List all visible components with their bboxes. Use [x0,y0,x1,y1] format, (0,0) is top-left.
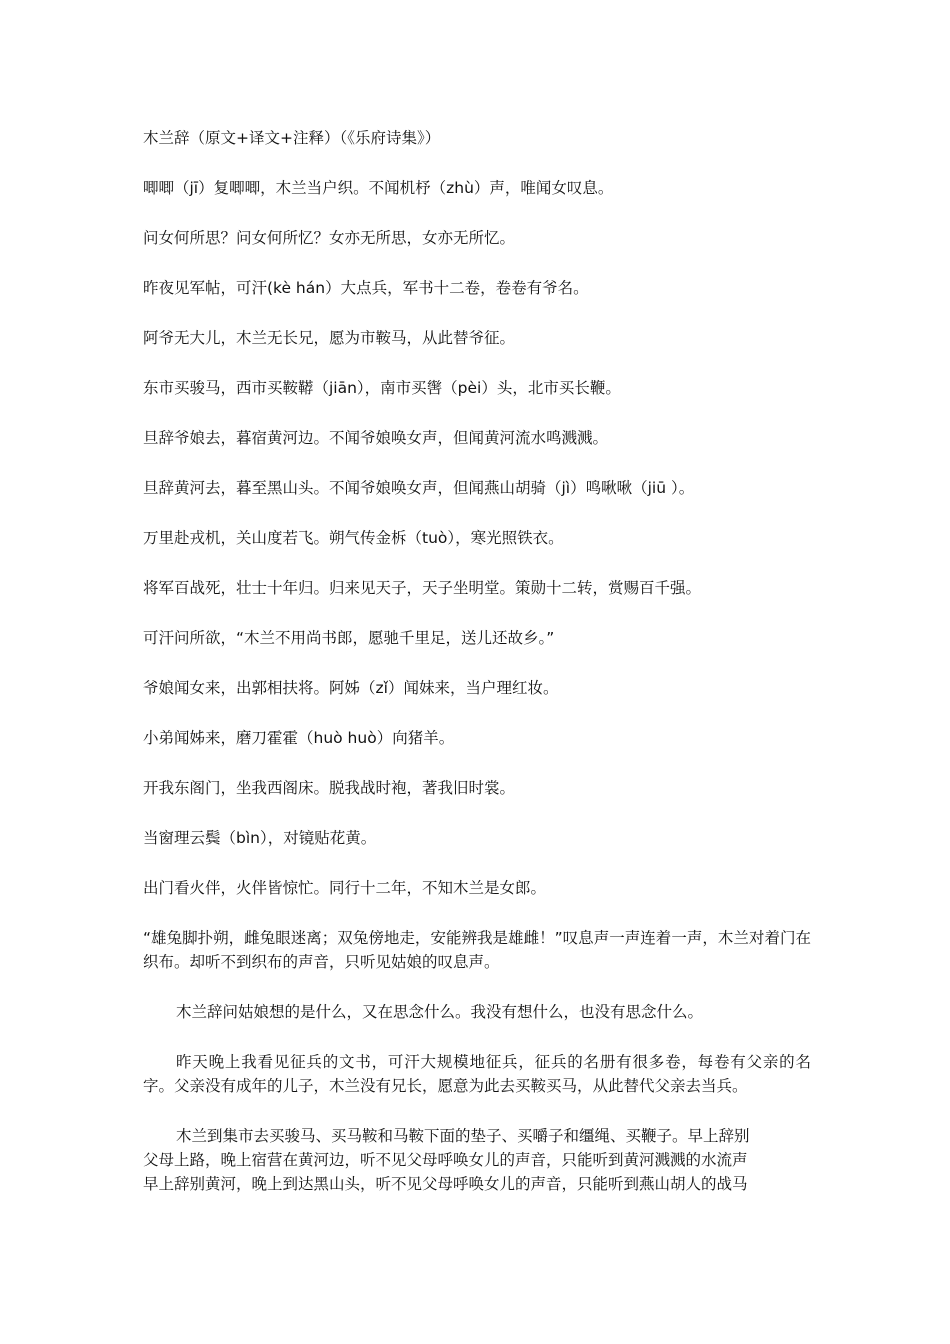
poem-line: 万里赴戎机，关山度若飞。朔气传金柝（tuò），寒光照铁衣。 [143,529,564,547]
translation-line: 早上辞别黄河，晚上到达黑山头，听不见父母呼唤女儿的声音，只能听到燕山胡人的战马 [143,1175,748,1193]
translation-paragraph: 木兰辞问姑娘想的是什么，又在思念什么。我没有想什么，也没有思念什么。 [176,1003,704,1021]
poem-line: 旦辞爷娘去，暮宿黄河边。不闻爷娘唤女声，但闻黄河流水鸣溅溅。 [143,429,609,447]
mixed-paragraph: “雄兔脚扑朔，雌兔眼迷离；双兔傍地走，安能辨我是雄雌！”叹息声一声连着一声，木兰对着门在织布。却听不到织布的声音，只听见姑娘的叹息声。 [143,929,811,971]
poem-line: 出门看火伴，火伴皆惊忙。同行十二年，不知木兰是女郎。 [143,879,547,897]
poem-line: 小弟闻姊来，磨刀霍霍（huò huò）向猪羊。 [143,729,455,747]
translation-line: 父母上路，晚上宿营在黄河边，听不见父母呼唤女儿的声音，只能听到黄河溅溅的水流声 [143,1151,748,1169]
poem-line: 当窗理云鬓（bìn），对镜贴花黄。 [143,829,377,847]
poem-line: 开我东阁门，坐我西阁床。脱我战时袍，著我旧时裳。 [143,779,516,797]
translation-paragraph-last [143,1124,811,1196]
poem-line: 爷娘闻女来，出郭相扶将。阿姊（zǐ）闻妹来，当户理红妆。 [143,679,559,697]
document-body [143,126,811,1196]
poem-line: 可汗问所欲，“木兰不用尚书郎，愿驰千里足，送儿还故乡。” [143,629,555,647]
poem-line: 东市买骏马，西市买鞍鞯（jiān），南市买辔（pèi）头，北市买长鞭。 [143,379,621,397]
poem-line: 旦辞黄河去，暮至黑山头。不闻爷娘唤女声，但闻燕山胡骑（jì）鸣啾啾（jiū ）。 [143,479,695,497]
poem-line: 昨夜见军帖，可汗(kè hán）大点兵，军书十二卷，卷卷有爷名。 [143,279,589,297]
poem-line: 将军百战死，壮士十年归。归来见天子，天子坐明堂。策勋十二转，赏赐百千强。 [143,579,702,597]
poem-line: 阿爷无大儿，木兰无长兄，愿为市鞍马，从此替爷征。 [143,329,516,347]
translation-line: 木兰到集市去买骏马、买马鞍和马鞍下面的垫子、买嚼子和缰绳、买鞭子。早上辞别 [176,1127,750,1145]
document-title: 木兰辞（原文+译文+注释）（《乐府诗集》） [143,129,441,147]
poem-line: 唧唧（jī）复唧唧，木兰当户织。不闻机杼（zhù）声，唯闻女叹息。 [143,179,614,197]
translation-paragraph: 昨天晚上我看见征兵的文书，可汗大规模地征兵，征兵的名册有很多卷，每卷有父亲的名字。父亲没有成年的儿子，木兰没有兄长，愿意为此去买鞍买马，从此替代父亲去当兵。 [143,1053,811,1095]
poem-line: 问女何所思？问女何所忆？女亦无所思，女亦无所忆。 [143,229,516,247]
